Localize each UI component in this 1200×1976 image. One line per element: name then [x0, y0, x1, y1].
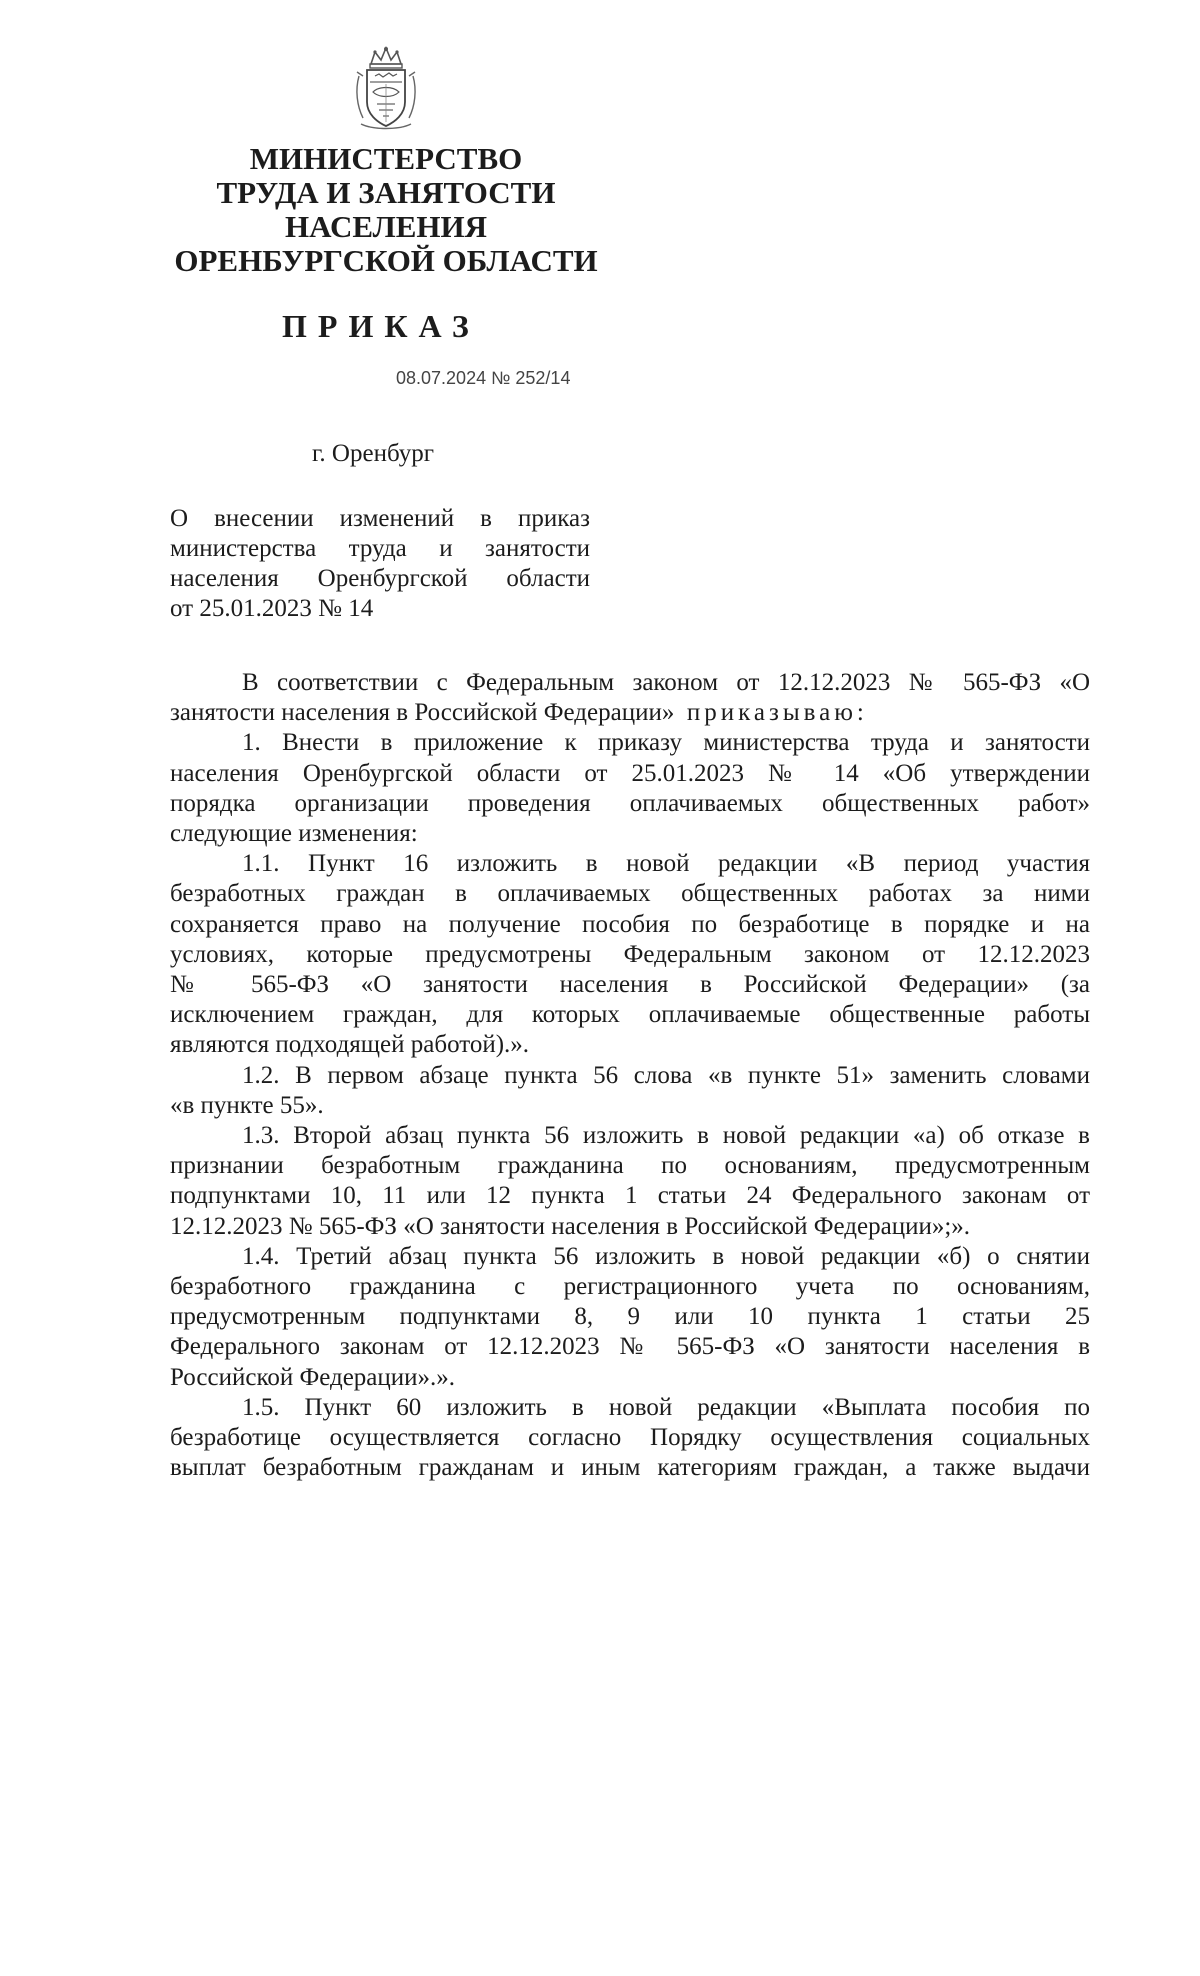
ministry-name-line: ТРУДА И ЗАНЯТОСТИ: [216, 175, 556, 210]
order-body: [170, 668, 1090, 1483]
body-line: безработного гражданина с регистрационного учета по основаниям,: [170, 1273, 1090, 1301]
item-1-5-paragraph: [170, 1393, 1090, 1484]
body-line: подпунктами 10, 11 или 12 пункта 1 статьи 24 Федерального законам от: [170, 1182, 1090, 1210]
body-line: 1.5. Пункт 60 изложить в новой редакции «Выплата пособия по: [242, 1393, 1090, 1421]
body-line: предусмотренным подпунктами 8, 9 или 10 пункта 1 статьи 25: [170, 1303, 1090, 1331]
body-line: 1.1. Пункт 16 изложить в новой редакции «В период участия: [242, 850, 1090, 878]
body-line: 1. Внести в приложение к приказу министерства труда и занятости: [242, 729, 1090, 757]
body-line: сохраняется право на получение пособия по безработице в порядке и на: [170, 910, 1090, 938]
body-line: условиях, которые предусмотрены Федеральным законом от 12.12.2023: [170, 940, 1090, 968]
body-line: 1.2. В первом абзаце пункта 56 слова «в пункте 51» заменить словами: [242, 1061, 1090, 1089]
body-line: «в пункте 55».: [170, 1091, 324, 1119]
subject-line: населения Оренбургской области: [170, 565, 590, 592]
body-line: 12.12.2023 № 565-ФЗ «О занятости населения в Российской Федерации»;».: [170, 1212, 971, 1240]
body-line: исключением граждан, для которых оплачиваемые общественные работы: [170, 1001, 1090, 1029]
item-1-1-paragraph: [170, 849, 1090, 1060]
body-line: безработных граждан в оплачиваемых общественных работах за ними: [170, 880, 1090, 908]
preamble-text: занятости населения в Российской Федерации»: [170, 699, 675, 727]
item-1-4-paragraph: [170, 1242, 1090, 1393]
body-line: населения Оренбургской области от 25.01.2023 № 14 «Об утверждении: [170, 759, 1090, 787]
item-1-3-paragraph: [170, 1121, 1090, 1242]
body-line: Федерального законам от 12.12.2023 № 565-ФЗ «О занятости населения в: [170, 1333, 1090, 1361]
body-line: порядка организации проведения оплачиваемых общественных работ»: [170, 789, 1090, 817]
subject-line: министерства труда и занятости: [170, 535, 590, 562]
item-1-2-paragraph: [170, 1061, 1090, 1121]
order-subject: [170, 504, 590, 624]
body-line: 1.3. Второй абзац пункта 56 изложить в новой редакции «а) об отказе в: [242, 1122, 1090, 1150]
subject-line: О внесении изменений в приказ: [170, 505, 590, 532]
body-line: выплат безработным гражданам и иным категориям граждан, а также выдачи: [170, 1454, 1090, 1482]
ministry-name-line: МИНИСТЕРСТВО: [249, 141, 523, 176]
body-line: В соответствии с Федеральным законом от 12.12.2023 № 565-ФЗ «О: [242, 669, 1090, 696]
body-line: признании безработным гражданина по основаниям, предусмотренным: [170, 1152, 1090, 1180]
coat-of-arms-icon: [353, 46, 419, 130]
order-title: ПРИКАЗ: [282, 308, 480, 344]
city-label: г. Оренбург: [312, 440, 434, 467]
item-1-paragraph: [170, 728, 1090, 849]
body-line: [170, 698, 1090, 728]
subject-line: от 25.01.2023 № 14: [170, 595, 374, 622]
order-verb: приказываю:: [686, 699, 868, 727]
order-date-number: 08.07.2024 № 252/14: [396, 368, 571, 388]
body-line: № 565-ФЗ «О занятости населения в Российской Федерации» (за: [170, 971, 1090, 999]
body-line: безработице осуществляется согласно Порядку осуществления социальных: [170, 1424, 1090, 1452]
body-line: Российской Федерации».».: [170, 1363, 456, 1391]
body-line: следующие изменения:: [170, 820, 418, 848]
body-line: являются подходящей работой).».: [170, 1031, 530, 1059]
body-line: 1.4. Третий абзац пункта 56 изложить в новой редакции «б) о снятии: [242, 1242, 1090, 1270]
ministry-name: [168, 142, 604, 278]
ministry-name-line: НАСЕЛЕНИЯ: [285, 209, 487, 244]
ministry-name-line: ОРЕНБУРГСКОЙ ОБЛАСТИ: [174, 243, 598, 278]
preamble-paragraph: [170, 668, 1090, 728]
